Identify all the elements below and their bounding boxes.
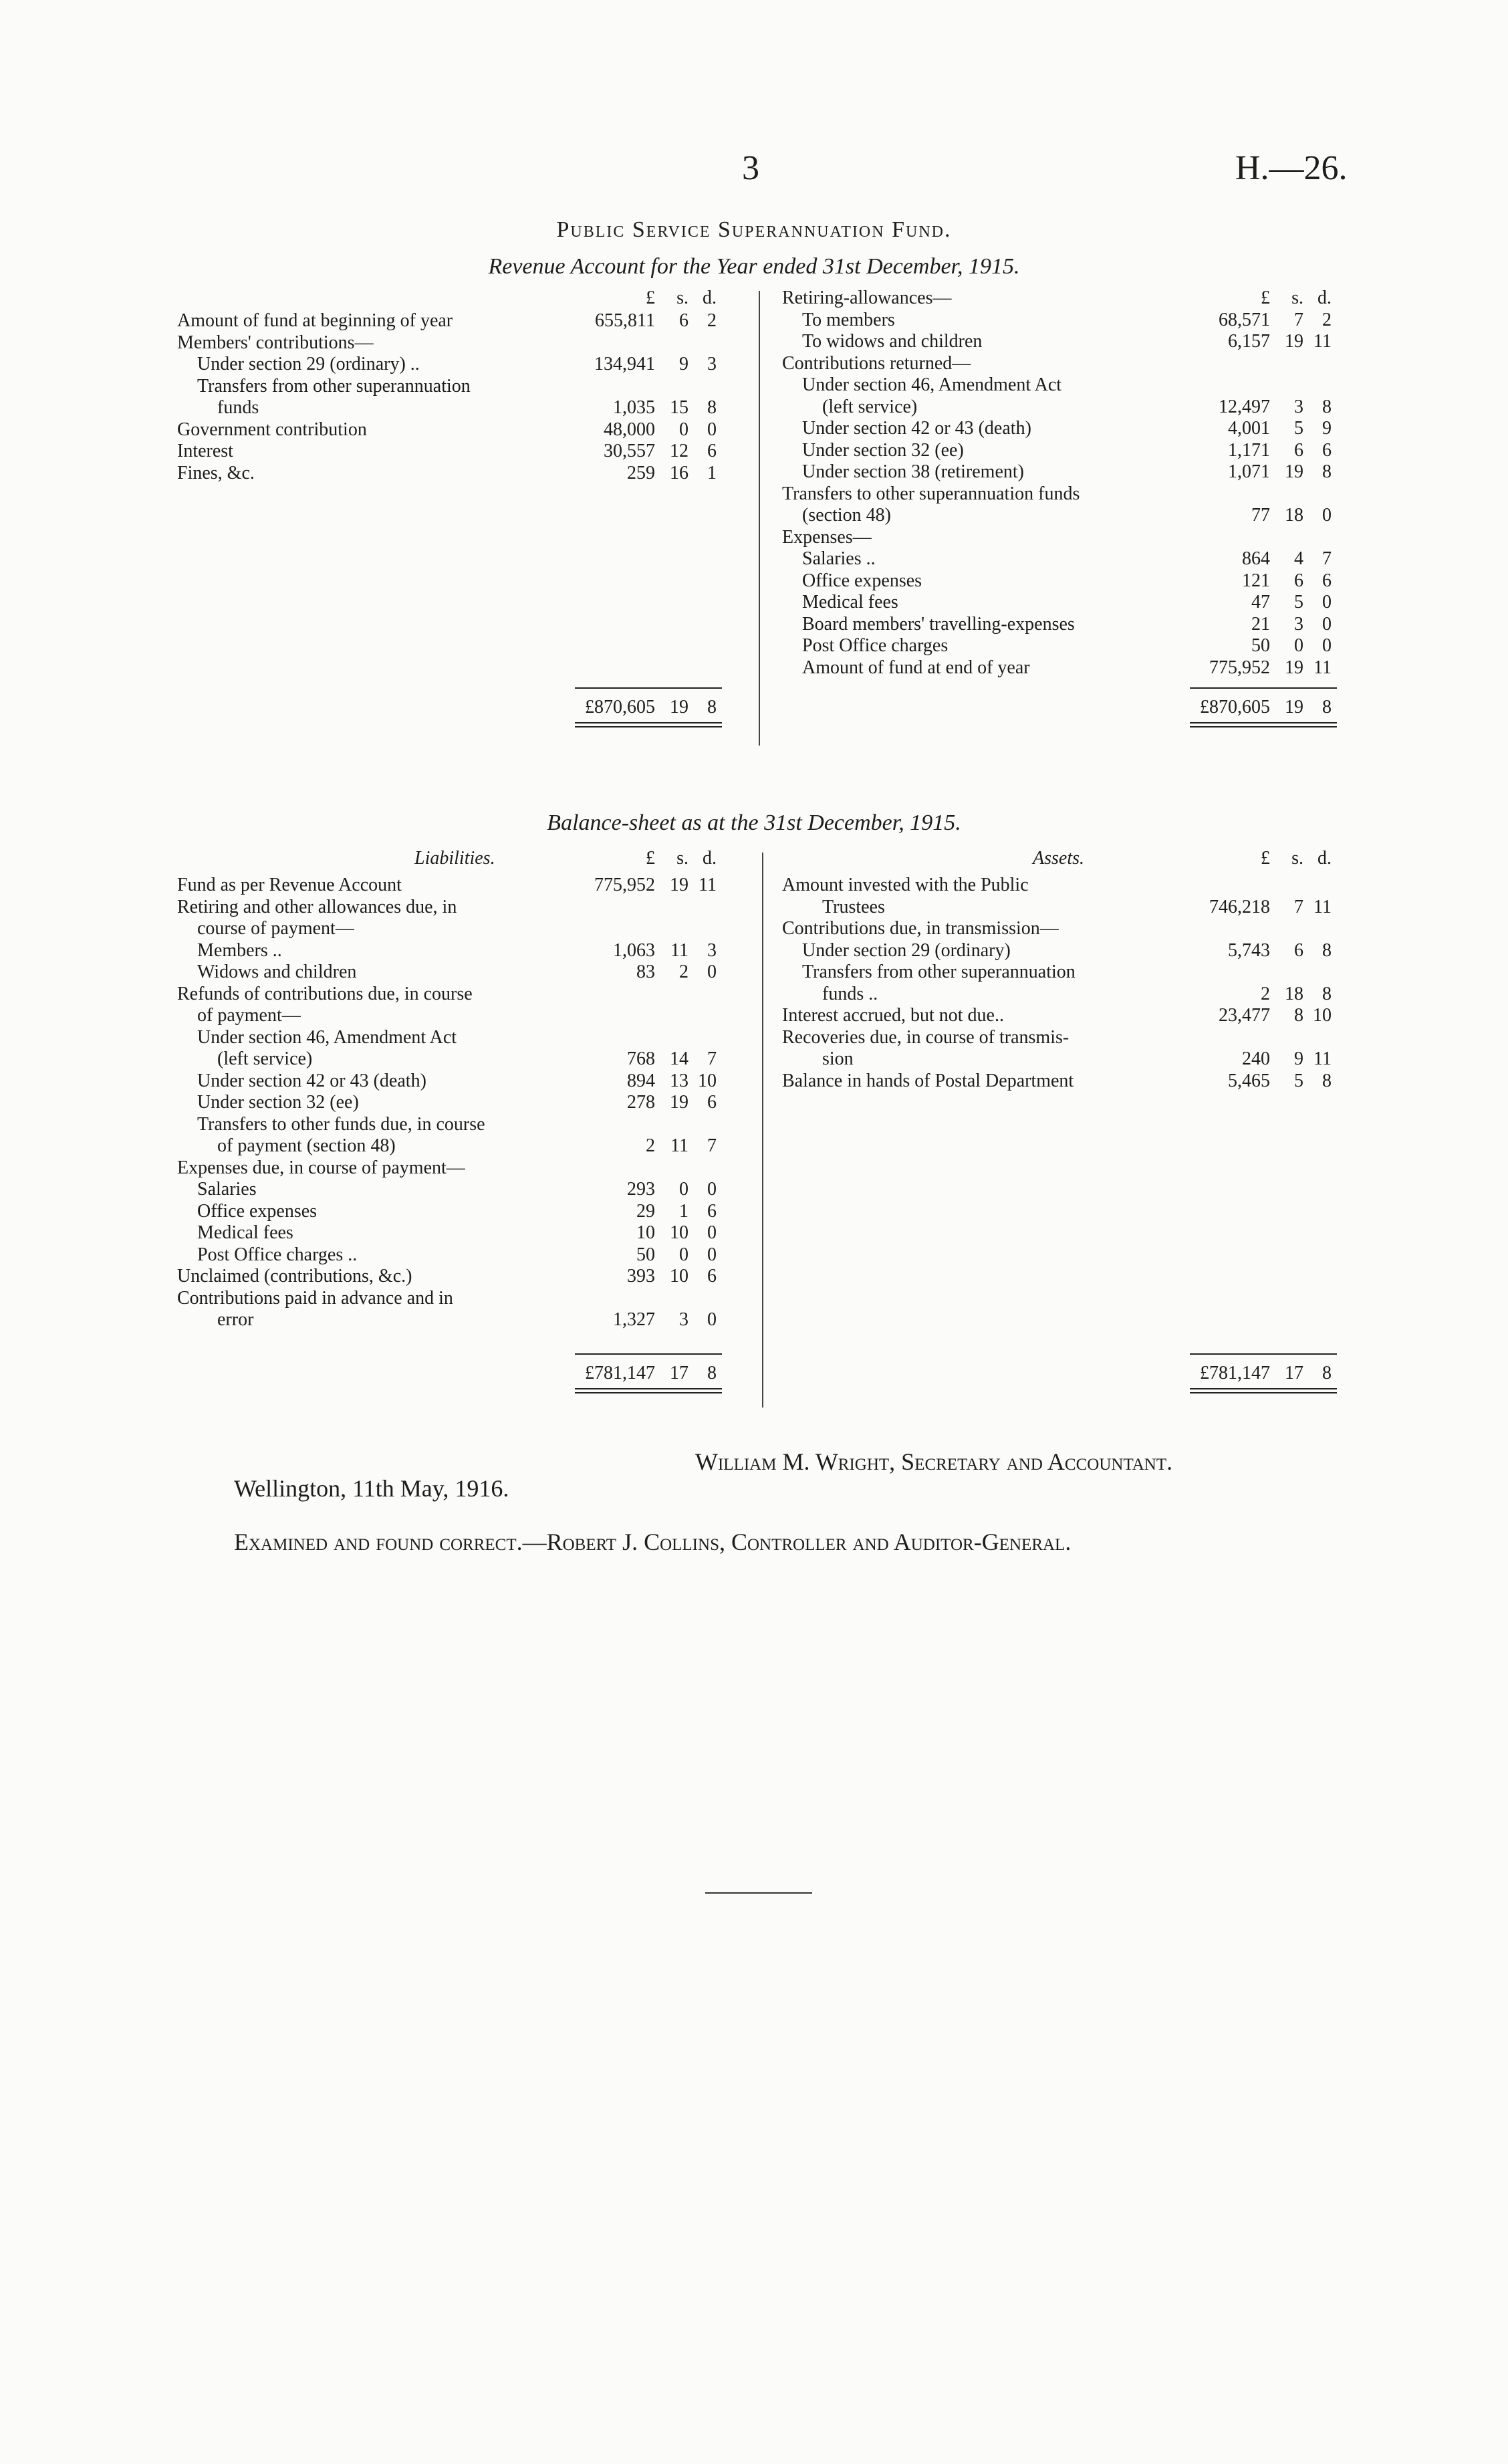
amount-pounds: 1,171 — [1228, 439, 1270, 461]
table-row — [782, 374, 1350, 396]
amount-shillings: 3 — [1294, 396, 1303, 417]
amount-pence: 7 — [707, 1048, 717, 1069]
amount-pence: 6 — [707, 1092, 717, 1113]
amount-shillings: 12 — [670, 441, 688, 461]
row-label: (left service) — [217, 1048, 313, 1069]
amount-pounds: 768 — [627, 1048, 655, 1069]
amount-pence: 11 — [1313, 657, 1332, 678]
revenue-income-table — [177, 288, 745, 722]
amount-pence: 8 — [1322, 983, 1332, 1004]
amount-pence: 10 — [1313, 1005, 1332, 1026]
row-label: Under section 29 (ordinary) — [802, 939, 1011, 961]
table-row — [177, 1114, 745, 1135]
amount-pounds: 1,063 — [613, 939, 655, 961]
amount-pounds: 50 — [636, 1244, 655, 1265]
total-pence: 8 — [1322, 1363, 1332, 1383]
amount-pence: 8 — [1322, 939, 1332, 961]
row-label: Contributions due, in transmission— — [782, 918, 1059, 939]
total-rule-bottom — [1190, 1388, 1337, 1389]
total-rule-bottom — [575, 722, 722, 723]
row-label: Retiring and other allowances due, in — [177, 896, 457, 917]
table-row — [177, 918, 745, 939]
table-row — [177, 1222, 745, 1244]
amount-shillings: 11 — [670, 939, 688, 961]
row-label: of payment (section 48) — [217, 1135, 396, 1156]
row-label: Medical fees — [802, 592, 898, 612]
table-row — [782, 483, 1350, 505]
row-label: of payment— — [197, 1005, 301, 1026]
document-reference: H.—26. — [1235, 149, 1348, 187]
amount-pence: 0 — [707, 962, 717, 982]
shillings-header: s. — [1291, 848, 1303, 869]
table-row — [782, 1005, 1350, 1026]
row-label: (left service) — [822, 396, 918, 417]
table-row — [782, 418, 1350, 439]
amount-pence: 0 — [707, 1309, 717, 1330]
row-label: course of payment— — [197, 918, 354, 939]
assets-header: Assets. — [1033, 848, 1084, 869]
amount-shillings: 5 — [1294, 592, 1303, 612]
row-label: Board members' travelling-expenses — [802, 613, 1075, 635]
amount-shillings: 16 — [670, 462, 688, 483]
pounds-header: £ — [1261, 848, 1270, 869]
amount-shillings: 6 — [679, 310, 688, 331]
amount-shillings: 8 — [1294, 1005, 1303, 1026]
table-row — [782, 962, 1350, 983]
row-label: To members — [802, 309, 895, 330]
total-shillings: 19 — [1285, 697, 1303, 717]
amount-pounds: 775,952 — [1209, 657, 1270, 678]
liabilities-header: Liabilities. — [414, 848, 495, 869]
row-label: Under section 46, Amendment Act — [197, 1026, 457, 1048]
pence-header: d. — [1317, 848, 1332, 869]
row-label: Refunds of contributions due, in course — [177, 983, 473, 1004]
amount-pounds: 259 — [627, 462, 655, 483]
row-label: Amount invested with the Public — [782, 875, 1029, 895]
total-shillings: 17 — [670, 1363, 688, 1383]
amount-pence: 6 — [1322, 570, 1332, 591]
table-row — [782, 505, 1350, 526]
table-row — [177, 419, 745, 441]
table-row — [177, 376, 745, 397]
table-row — [177, 1244, 745, 1266]
row-label: Amount of fund at end of year — [802, 657, 1030, 678]
amount-shillings: 4 — [1294, 548, 1303, 569]
amount-pounds: 746,218 — [1209, 896, 1270, 917]
total-rule-bottom-double — [575, 726, 722, 727]
amount-shillings: 11 — [670, 1135, 688, 1156]
amount-pence: 8 — [1322, 396, 1332, 417]
amount-pounds: 655,811 — [595, 310, 655, 331]
amount-shillings: 6 — [1294, 939, 1303, 961]
amount-pounds: 864 — [1242, 548, 1270, 569]
amount-shillings: 1 — [679, 1200, 688, 1222]
total-pounds: £870,605 — [585, 697, 655, 717]
row-label: Amount of fund at beginning of year — [177, 310, 453, 331]
amount-pence: 11 — [699, 875, 717, 895]
table-row — [782, 1027, 1350, 1048]
total-pence: 8 — [707, 1363, 717, 1383]
shillings-header: s. — [676, 848, 688, 869]
amount-pence: 1 — [707, 462, 717, 483]
amount-shillings: 10 — [670, 1222, 688, 1243]
amount-pence: 0 — [1322, 592, 1332, 612]
total-pounds: £781,147 — [585, 1363, 655, 1383]
table-row — [177, 310, 745, 332]
table-row — [782, 614, 1350, 635]
row-label: Retiring-allowances— — [782, 288, 952, 308]
amount-pounds: 10 — [636, 1222, 655, 1243]
amount-shillings: 2 — [679, 962, 688, 982]
amount-pence: 0 — [1322, 505, 1332, 526]
pence-header: d. — [703, 288, 717, 308]
table-row — [177, 354, 745, 375]
amount-pence: 3 — [707, 354, 717, 374]
amount-pence: 0 — [707, 1244, 717, 1265]
table-row — [177, 1071, 745, 1092]
table-row — [177, 1266, 745, 1287]
amount-pence: 6 — [1322, 439, 1332, 461]
amount-pounds: 21 — [1251, 613, 1270, 635]
amount-pence: 0 — [707, 419, 717, 440]
table-row — [177, 1157, 745, 1179]
page-number: 3 — [742, 149, 759, 187]
total-rule-top — [1190, 1353, 1337, 1355]
table-row — [177, 1005, 745, 1026]
amount-pounds: 1,327 — [613, 1309, 655, 1330]
amount-shillings: 18 — [1285, 505, 1303, 526]
amount-pounds: 30,557 — [604, 441, 655, 461]
amount-pence: 11 — [1313, 896, 1332, 917]
table-row — [782, 440, 1350, 461]
table-row — [782, 570, 1350, 592]
row-label: Salaries — [197, 1179, 257, 1200]
table-row — [782, 331, 1350, 352]
secretary-signature: William M. Wright, Secretary and Accountant. — [695, 1448, 1173, 1475]
row-label: Trustees — [822, 896, 885, 917]
amount-shillings: 0 — [679, 419, 688, 440]
amount-shillings: 18 — [1285, 983, 1303, 1004]
total-shillings: 17 — [1285, 1363, 1303, 1383]
row-label: Widows and children — [197, 962, 357, 982]
row-label: error — [217, 1309, 254, 1330]
table-row — [177, 962, 745, 983]
amount-shillings: 19 — [670, 1092, 688, 1113]
table-row — [782, 397, 1350, 418]
amount-pounds: 83 — [636, 962, 655, 982]
total-row — [177, 697, 745, 718]
amount-shillings: 9 — [1294, 1048, 1303, 1069]
table-row — [177, 984, 745, 1005]
amount-pounds: 134,941 — [594, 354, 655, 374]
row-label: Balance in hands of Postal Department — [782, 1070, 1074, 1091]
total-row — [782, 1363, 1350, 1384]
table-row — [782, 875, 1350, 896]
table-row — [177, 1288, 745, 1309]
amount-pence: 6 — [707, 1266, 717, 1286]
row-label: sion — [822, 1048, 854, 1069]
amount-pounds: 68,571 — [1219, 309, 1270, 330]
amount-pence: 7 — [1322, 548, 1332, 569]
amount-shillings: 19 — [1285, 461, 1303, 482]
table-row — [782, 461, 1350, 483]
table-row — [782, 592, 1350, 613]
total-rule-top — [575, 687, 722, 689]
currency-header-row — [177, 288, 745, 309]
amount-shillings: 0 — [679, 1179, 688, 1200]
revenue-account-subtitle: Revenue Account for the Year ended 31st December, 1915. — [488, 254, 1020, 279]
table-row — [177, 1179, 745, 1200]
revenue-divider — [759, 291, 760, 746]
total-rule-bottom — [1190, 722, 1337, 723]
amount-pounds: 393 — [627, 1266, 655, 1286]
amount-pounds: 2 — [646, 1135, 655, 1156]
table-row — [177, 463, 745, 484]
total-row — [177, 1363, 745, 1384]
row-label: Recoveries due, in course of transmis- — [782, 1026, 1070, 1048]
table-row — [782, 548, 1350, 570]
row-label: Expenses— — [782, 526, 872, 548]
amount-pounds: 278 — [627, 1092, 655, 1113]
amount-shillings: 6 — [1294, 570, 1303, 591]
table-row — [782, 657, 1350, 679]
end-rule — [705, 1892, 812, 1894]
table-row — [782, 310, 1350, 331]
amount-pence: 0 — [707, 1222, 717, 1243]
row-label: Under section 46, Amendment Act — [802, 374, 1062, 395]
row-label: Transfers from other superannuation — [197, 375, 471, 397]
row-label: Contributions paid in advance and in — [177, 1287, 453, 1309]
table-row — [782, 918, 1350, 939]
table-row — [177, 397, 745, 419]
row-label: Under section 32 (ee) — [197, 1092, 359, 1113]
amount-pounds: 121 — [1242, 570, 1270, 591]
total-rule-bottom-double — [1190, 1392, 1337, 1393]
amount-shillings: 6 — [1294, 439, 1303, 461]
table-row — [782, 1071, 1350, 1092]
assets-table — [782, 848, 1350, 1423]
amount-pounds: 2 — [1261, 983, 1270, 1004]
amount-shillings: 0 — [679, 1244, 688, 1265]
amount-pence: 2 — [707, 310, 717, 331]
amount-shillings: 3 — [1294, 613, 1303, 635]
table-row — [782, 288, 1350, 309]
table-row — [782, 897, 1350, 918]
revenue-expenditure-table — [782, 288, 1350, 722]
amount-pence: 0 — [1322, 635, 1332, 656]
pence-header: d. — [703, 848, 717, 869]
amount-pence: 0 — [707, 1179, 717, 1200]
row-label: Members' contributions— — [177, 332, 374, 353]
amount-pounds: 29 — [636, 1200, 655, 1222]
amount-pounds: 5,743 — [1228, 939, 1270, 961]
table-row — [177, 1135, 745, 1157]
row-label: Unclaimed (contributions, &c.) — [177, 1266, 412, 1286]
total-rule-top — [575, 1353, 722, 1355]
shillings-header: s. — [676, 288, 688, 308]
amount-pence: 8 — [1322, 1070, 1332, 1091]
currency-header-row — [782, 848, 1350, 869]
row-label: To widows and children — [802, 331, 983, 352]
row-label: Under section 42 or 43 (death) — [802, 418, 1031, 439]
balance-divider — [762, 853, 763, 1408]
pounds-header: £ — [1261, 288, 1270, 308]
row-label: Contributions returned— — [782, 352, 971, 374]
row-label: (section 48) — [802, 505, 891, 526]
table-row — [782, 1048, 1350, 1070]
amount-pounds: 293 — [627, 1179, 655, 1200]
amount-shillings: 9 — [679, 354, 688, 374]
row-label: Salaries .. — [802, 548, 876, 569]
pounds-header: £ — [646, 848, 655, 869]
amount-shillings: 19 — [670, 875, 688, 895]
total-pence: 8 — [707, 697, 717, 717]
total-pounds: £870,605 — [1200, 697, 1270, 717]
amount-pounds: 894 — [627, 1070, 655, 1091]
pence-header: d. — [1317, 288, 1332, 308]
table-row — [782, 527, 1350, 548]
table-row — [177, 1309, 745, 1331]
amount-pence: 0 — [1322, 613, 1332, 635]
amount-pounds: 5,465 — [1228, 1070, 1270, 1091]
table-row — [177, 940, 745, 962]
total-pence: 8 — [1322, 697, 1332, 717]
amount-pence: 10 — [698, 1070, 717, 1091]
row-label: Expenses due, in course of payment— — [177, 1157, 465, 1178]
table-row — [177, 441, 745, 462]
total-row — [782, 697, 1350, 718]
row-label: Fines, &c. — [177, 462, 255, 483]
amount-pounds: 23,477 — [1219, 1005, 1270, 1026]
fund-title: Public Service Superannuation Fund. — [556, 217, 952, 242]
row-label: Post Office charges — [802, 635, 949, 656]
amount-pounds: 6,157 — [1228, 331, 1270, 352]
table-row — [177, 1201, 745, 1222]
amount-shillings: 14 — [670, 1048, 688, 1069]
audit-statement: Examined and found correct.—Robert J. Collins, Controller and Auditor-General. — [234, 1529, 1072, 1555]
row-label: Under section 29 (ordinary) .. — [197, 354, 420, 374]
currency-header-row — [177, 848, 745, 869]
total-rule-top — [1190, 687, 1337, 689]
amount-pence: 2 — [1322, 309, 1332, 330]
amount-shillings: 5 — [1294, 1070, 1303, 1091]
row-label: Fund as per Revenue Account — [177, 875, 402, 895]
amount-pence: 11 — [1313, 1048, 1332, 1069]
table-row — [782, 353, 1350, 374]
row-label: Under section 38 (retirement) — [802, 461, 1024, 482]
table-row — [177, 875, 745, 896]
row-label: Interest — [177, 441, 233, 461]
row-label: funds .. — [822, 983, 878, 1004]
total-rule-bottom-double — [575, 1392, 722, 1393]
amount-pounds: 77 — [1251, 505, 1270, 526]
row-label: Transfers from other superannuation — [802, 962, 1076, 982]
liabilities-table — [177, 848, 745, 1423]
table-row — [782, 940, 1350, 962]
amount-pounds: 4,001 — [1228, 418, 1270, 439]
row-label: Office expenses — [197, 1200, 318, 1222]
amount-shillings: 19 — [1285, 331, 1303, 352]
row-label: Post Office charges .. — [197, 1244, 358, 1265]
amount-shillings: 3 — [679, 1309, 688, 1330]
table-row — [177, 1092, 745, 1113]
amount-pounds: 240 — [1242, 1048, 1270, 1069]
amount-pence: 8 — [1322, 461, 1332, 482]
amount-pounds: 1,035 — [613, 397, 655, 418]
total-rule-bottom — [575, 1388, 722, 1389]
amount-shillings: 7 — [1294, 309, 1303, 330]
total-shillings: 19 — [670, 697, 688, 717]
row-label: Under section 42 or 43 (death) — [197, 1070, 426, 1091]
row-label: Transfers to other superannuation funds — [782, 483, 1080, 504]
place-and-date: Wellington, 11th May, 1916. — [234, 1475, 509, 1502]
table-row — [177, 897, 745, 918]
row-label: Transfers to other funds due, in course — [197, 1113, 485, 1135]
row-label: Office expenses — [802, 570, 922, 591]
table-row — [782, 635, 1350, 657]
amount-pence: 3 — [707, 939, 717, 961]
table-row — [177, 1027, 745, 1048]
row-label: Under section 32 (ee) — [802, 439, 964, 461]
amount-shillings: 13 — [670, 1070, 688, 1091]
amount-shillings: 0 — [1294, 635, 1303, 656]
row-label: Government contribution — [177, 419, 367, 440]
shillings-header: s. — [1291, 288, 1303, 308]
amount-pence: 7 — [707, 1135, 717, 1156]
row-label: Members .. — [197, 939, 282, 961]
amount-pounds: 12,497 — [1219, 396, 1270, 417]
pounds-header: £ — [646, 288, 655, 308]
amount-pence: 11 — [1313, 331, 1332, 352]
amount-shillings: 19 — [1285, 657, 1303, 678]
amount-pounds: 50 — [1251, 635, 1270, 656]
amount-pounds: 48,000 — [604, 419, 655, 440]
amount-shillings: 5 — [1294, 418, 1303, 439]
amount-pounds: 775,952 — [594, 875, 655, 895]
amount-shillings: 7 — [1294, 896, 1303, 917]
row-label: Interest accrued, but not due.. — [782, 1005, 1004, 1026]
table-row — [177, 332, 745, 354]
amount-shillings: 10 — [670, 1266, 688, 1286]
amount-pence: 6 — [707, 1200, 717, 1222]
table-row — [177, 1048, 745, 1070]
amount-pounds: 47 — [1251, 592, 1270, 612]
row-label: funds — [217, 397, 259, 418]
amount-shillings: 15 — [670, 397, 688, 418]
amount-pence: 6 — [707, 441, 717, 461]
amount-pence: 8 — [707, 397, 717, 418]
table-row — [782, 984, 1350, 1005]
amount-pounds: 1,071 — [1228, 461, 1270, 482]
total-rule-bottom-double — [1190, 726, 1337, 727]
row-label: Medical fees — [197, 1222, 293, 1243]
balance-sheet-subtitle: Balance-sheet as at the 31st December, 1915. — [547, 810, 961, 835]
amount-pence: 9 — [1322, 418, 1332, 439]
total-pounds: £781,147 — [1200, 1363, 1270, 1383]
